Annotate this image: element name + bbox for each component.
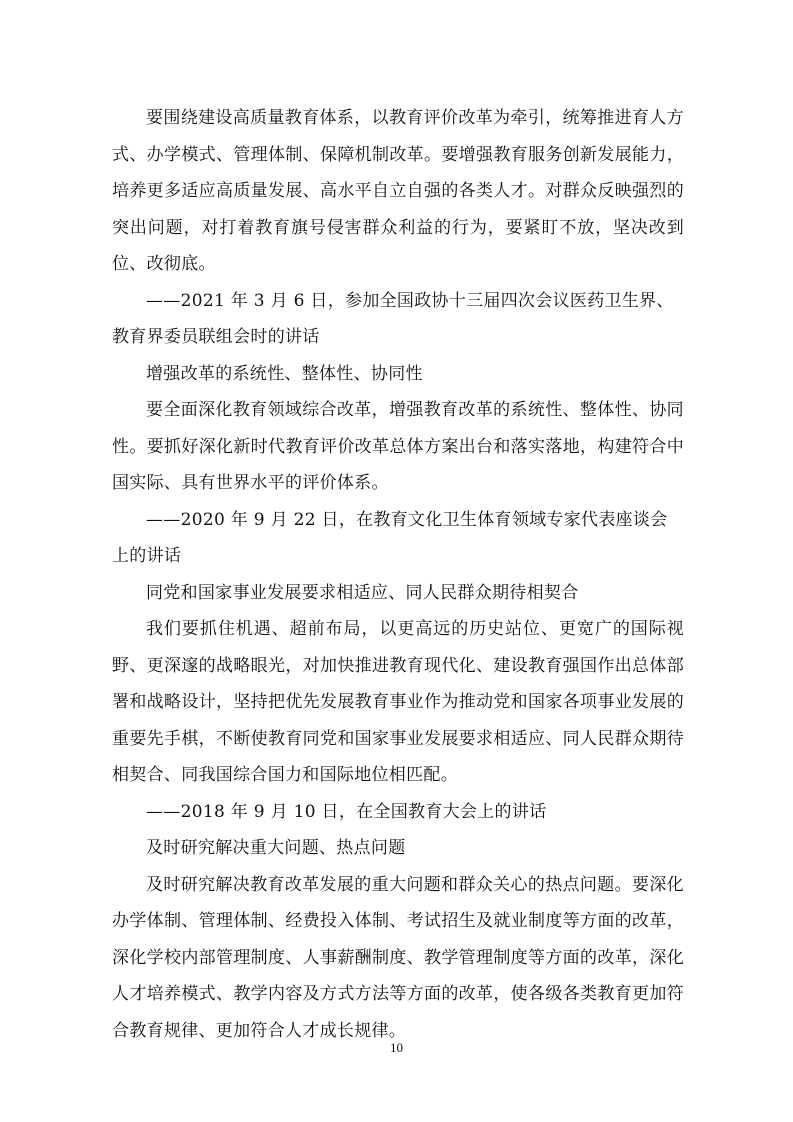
source-citation-2020: ——2020 年 9 月 22 日，在教育文化卫生体育领域专家代表座谈会上的讲话 (112, 509, 668, 566)
section-heading-systematic-reform: 增强改革的系统性、整体性、协同性 (146, 363, 423, 384)
source-citation-2018: ——2018 年 9 月 10 日，在全国教育大会上的讲话 (146, 801, 547, 822)
document-body (112, 100, 684, 1049)
section-heading-national-development: 同党和国家事业发展要求相适应、同人民群众期待相契合 (146, 582, 579, 603)
source-citation-2021: ——2021 年 3 月 6 日，参加全国政协十三届四次会议医药卫生界、教育界委员联组会时的讲话 (112, 290, 674, 347)
paragraph-comprehensive-reform: 要全面深化教育领域综合改革，增强教育改革的系统性、整体性、协同性。要抓好深化新时代教育评价改革总体方案出台和落实落地，构建符合中国实际、具有世界水平的评价体系。 (112, 400, 684, 493)
paragraph-deepen-reform: 及时研究解决教育改革发展的重大问题和群众关心的热点问题。要深化办学体制、管理体制、经费投入体制、考试招生及就业制度等方面的改革，深化学校内部管理制度、人事薪酬制度、教学管理制度等方面的改革，深化人才培养模式、教学内容及方式方法等方面的改革，使各级各类教育更加符合教育规律、更加符合人才成长规律。 (112, 874, 684, 1041)
section-heading-hot-issues: 及时研究解决重大问题、热点问题 (146, 838, 406, 858)
paragraph-education-system: 要围绕建设高质量教育体系，以教育评价改革为牵引，统筹推进育人方式、办学模式、管理体制、保障机制改革。要增强教育服务创新发展能力，培养更多适应高质量发展、高水平自立自强的各类人才。对群众反映强烈的突出问题，对打着教育旗号侵害群众利益的行为，要紧盯不放，坚决改到位、改彻底。 (112, 108, 684, 274)
page-number: 10 (390, 1040, 403, 1055)
paragraph-education-modernization: 我们要抓住机遇、超前布局，以更高远的历史站位、更宽广的国际视野、更深邃的战略眼光，对加快推进教育现代化、建设教育强国作出总体部署和战略设计，坚持把优先发展教育事业作为推动党和国家各项事业发展的重要先手棋，不断使教育同党和国家事业发展要求相适应、同人民群众期待相契合、同我国综合国力和国际地位相匹配。 (112, 619, 684, 785)
